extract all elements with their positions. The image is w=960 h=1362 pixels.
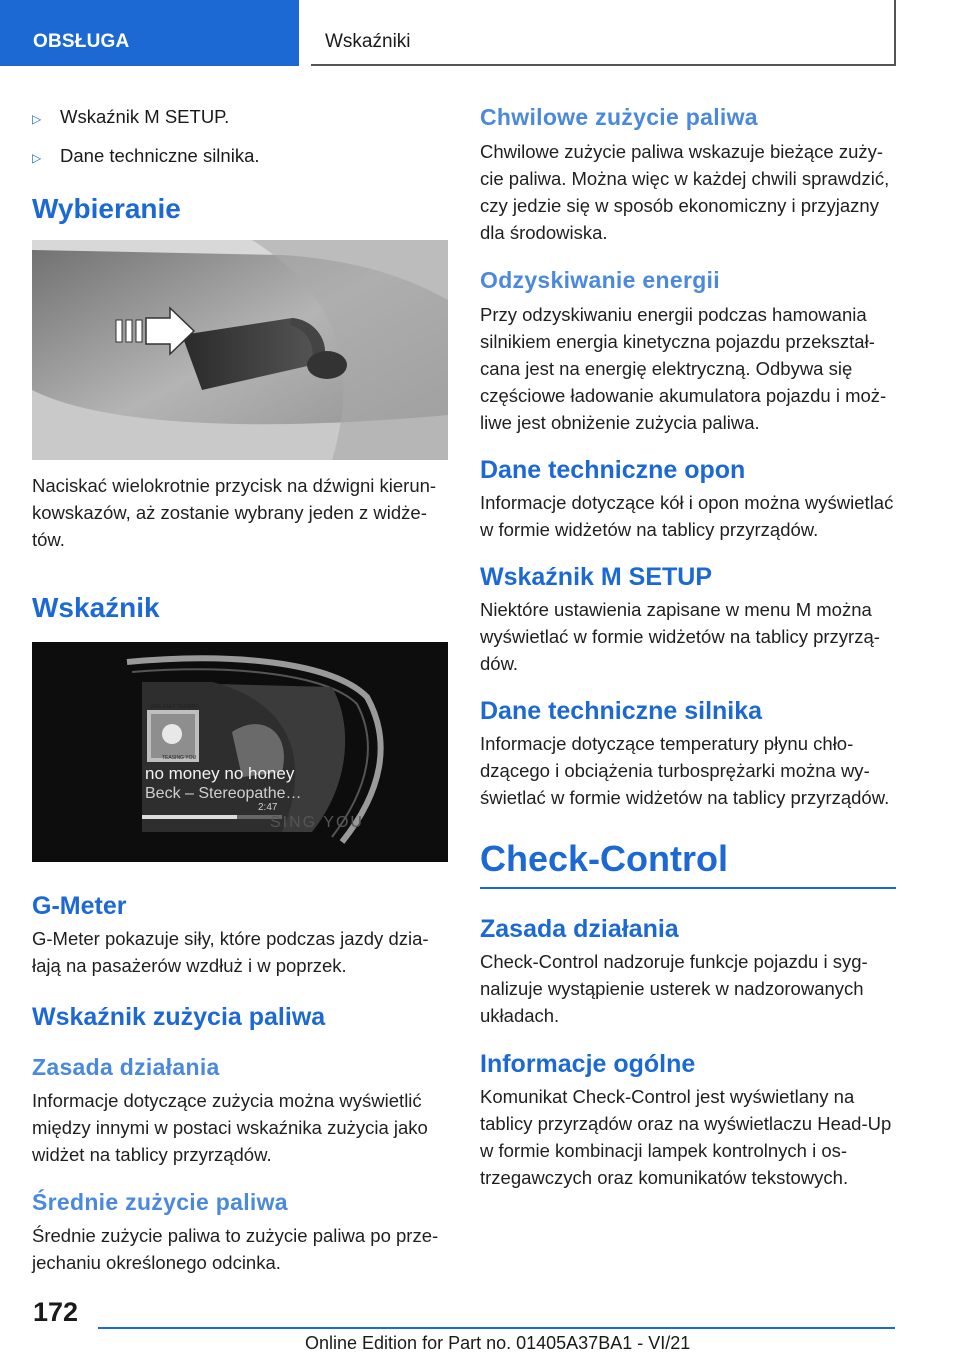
section-divider [480,887,896,889]
heading-tyre-data: Dane techniczne opon [480,456,746,484]
right-column [480,100,896,1191]
heading-selecting: Wybieranie [32,193,181,224]
background-lyric-text: SING YOU [270,814,364,831]
lever-button-illustration [32,240,448,460]
heading-fuel-indicator: Wskaźnik zużycia paliwa [32,1003,326,1031]
selecting-text: Naciskać wielokrotnie przycisk na dźwigni kierunkowskazów, aż zostanie wybrany jeden z widżetów. [32,475,437,550]
energy-recovery-text: Przy odzyskiwaniu energii podczas hamowania silnikiem energia kinetyczna pojazdu przekształcana jest na energię elektryczną. Odbywa się częściowe ładowanie akumulatora pojazdu i możliwe jest obniżenie zużycia paliwa. [480,304,887,433]
edition-note: Online Edition for Part no. 01405A37BA1 - VI/21 [305,1333,691,1353]
instant-consumption-text: Chwilowe zużycie paliwa wskazuje bieżące zużycie paliwa. Można więc w każdej chwili sprawdzić, czy jedzie się w sposób ekonomiczny i przyjazny dla środowiska. [480,141,890,243]
heading-cc-general: Informacje ogólne [480,1050,696,1078]
cluster-graphic [32,642,448,862]
heading-engine-data: Dane techniczne silnika [480,697,763,725]
average-consumption-text: Średnie zużycie paliwa to zużycie paliwa po przejechaniu określonego odcinka. [32,1225,439,1273]
heading-m-setup: Wskaźnik M SETUP [480,563,712,591]
heading-instant-consumption: Chwilowe zużycie paliwa [480,104,758,130]
list-item: ▷ Dane techniczne silnika. [32,142,448,172]
cluster-caption-bottom: TEASING YOU [162,755,197,761]
cc-general-text: Komunikat Check-Control jest wyświetlany na tablicy przyrządów oraz na wyświetlaczu Head-Up w formie kombinacji lampek kontrolnych i ostrzegawczych oraz komunikatów tekstowych. [480,1086,892,1188]
m-setup-text: Niektóre ustawienia zapisane w menu M można wyświetlać w formie widżetów na tablicy przyrządów. [480,599,880,674]
instrument-display-photo [32,642,448,862]
left-column [32,100,448,1276]
heading-cc-principle: Zasada działania [480,915,679,943]
heading-indicator: Wskaźnik [32,592,160,623]
track-title: no money no honey [145,764,295,783]
principle-text: Informacje dotyczące zużycia można wyświetlić między innymi w postaci wskaźnika zużycia jako widżet na tablicy przyrządów. [32,1090,428,1165]
track-artist: Beck – Stereopathe… [145,785,302,802]
heading-check-control: Check-Control [480,838,729,879]
track-time: 2:47 [258,802,278,813]
heading-principle: Zasada działania [32,1054,220,1080]
footer-divider [98,1327,895,1329]
page-number: 172 [33,1297,79,1327]
tyre-data-text: Informacje dotyczące kół i opon można wyświetlać w formie widżetów na tablicy przyrządów. [480,492,894,540]
engine-data-text: Informacje dotyczące temperatury płynu chłodzącego i obciążenia turbosprężarki można wyświetlać w formie widżetów na tablicy przyrządów. [480,733,890,808]
cluster-caption-top: WAS ONLY TEASING [150,704,199,710]
section-tab: OBSŁUGA [0,0,299,66]
triangle-bullet-icon: ▷ [32,112,42,126]
chapter-title: Wskaźniki [311,0,896,66]
lever-illustration-graphic [32,240,448,460]
heading-energy-recovery: Odzyskiwanie energii [480,267,720,293]
cc-principle-text: Check-Control nadzoruje funkcje pojazdu i sygnalizuje wystąpienie usterek w nadzorowanych układach. [480,951,868,1026]
heading-average-consumption: Średnie zużycie paliwa [32,1189,288,1215]
list-item: ▷ Wskaźnik M SETUP. [32,103,448,133]
heading-gmeter: G-Meter [32,892,127,920]
gmeter-text: G-Meter pokazuje siły, które podczas jazdy działają na pasażerów wzdłuż i w poprzek. [32,928,429,976]
triangle-bullet-icon: ▷ [32,151,42,165]
